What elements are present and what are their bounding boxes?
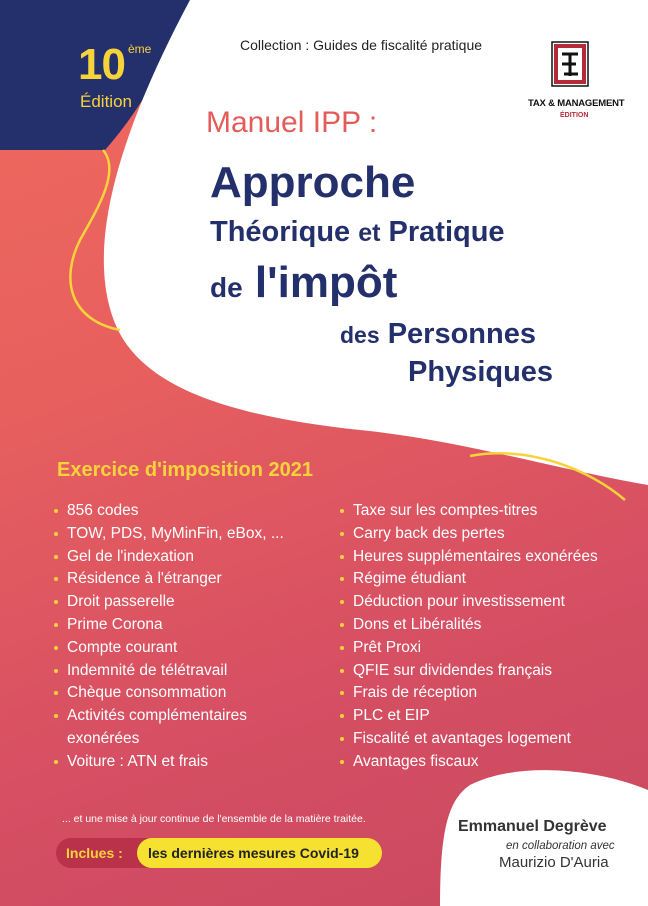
bullet-dot-icon bbox=[340, 760, 344, 764]
feature-item: Frais de réception bbox=[340, 682, 598, 705]
publisher-logo-icon bbox=[548, 40, 592, 92]
inclues-label: Inclues : bbox=[66, 845, 123, 861]
title-line-4a: des bbox=[340, 322, 380, 348]
feature-item: 856 codes bbox=[54, 500, 284, 523]
feature-item: Chèque consommation bbox=[54, 682, 284, 705]
bullet-dot-icon bbox=[340, 691, 344, 695]
edition-number: 10 bbox=[78, 40, 125, 89]
title-line-3 bbox=[210, 258, 397, 308]
title-line-2c: Pratique bbox=[388, 216, 505, 248]
bullet-dot-icon bbox=[340, 532, 344, 536]
feature-item: Gel de l'indexation bbox=[54, 546, 284, 569]
feature-item: Heures supplémentaires exonérées bbox=[340, 546, 598, 569]
bullet-dot-icon bbox=[340, 509, 344, 513]
bullet-dot-icon bbox=[340, 600, 344, 604]
feature-item: Déduction pour investissement bbox=[340, 591, 598, 614]
title-prefix: Manuel IPP : bbox=[206, 106, 378, 139]
edition-superscript: ème bbox=[128, 42, 152, 56]
feature-item: Droit passerelle bbox=[54, 591, 284, 614]
feature-item: Avantages fiscaux bbox=[340, 751, 598, 774]
feature-item: Activités complémentaires bbox=[54, 705, 284, 728]
feature-item: Carry back des pertes bbox=[340, 523, 598, 546]
bullet-dot-icon bbox=[340, 669, 344, 673]
bullet-dot-icon bbox=[54, 623, 58, 627]
bullet-dot-icon bbox=[54, 577, 58, 581]
bullet-dot-icon bbox=[340, 714, 344, 718]
bullet-dot-icon bbox=[54, 555, 58, 559]
title-line-2a: Théorique bbox=[210, 216, 351, 248]
bullet-dot-icon bbox=[54, 691, 58, 695]
edition-label: Édition bbox=[80, 92, 132, 111]
bullet-dot-icon bbox=[340, 623, 344, 627]
feature-item: Indemnité de télétravail bbox=[54, 660, 284, 683]
exercice-heading: Exercice d'imposition 2021 bbox=[57, 459, 313, 481]
bullet-dot-icon bbox=[340, 555, 344, 559]
feature-item-continuation: exonérées bbox=[67, 729, 140, 747]
title-line-3b: l'impôt bbox=[254, 258, 398, 307]
bullet-dot-icon bbox=[54, 714, 58, 718]
title-line-1: Approche bbox=[210, 158, 416, 207]
publisher-sub: ÉDITION bbox=[560, 112, 589, 119]
bullet-dot-icon bbox=[54, 600, 58, 604]
bullet-dot-icon bbox=[54, 509, 58, 513]
white-bottom-shape bbox=[440, 770, 648, 906]
feature-item: Dons et Libéralités bbox=[340, 614, 598, 637]
bullet-dot-icon bbox=[54, 760, 58, 764]
feature-item: TOW, PDS, MyMinFin, eBox, ... bbox=[54, 523, 284, 546]
feature-item: QFIE sur dividendes français bbox=[340, 660, 598, 683]
author-name: Emmanuel Degrève bbox=[458, 818, 607, 835]
title-line-4b: Personnes bbox=[387, 318, 536, 350]
coauthor-name: Maurizio D'Auria bbox=[499, 854, 609, 871]
bullet-dot-icon bbox=[340, 646, 344, 650]
inclues-text: les dernières mesures Covid-19 bbox=[148, 845, 359, 861]
feature-item: Taxe sur les comptes-titres bbox=[340, 500, 598, 523]
feature-item: PLC et EIP bbox=[340, 705, 598, 728]
feature-item: Compte courant bbox=[54, 637, 284, 660]
title-line-2b: et bbox=[358, 219, 381, 247]
feature-item: Prime Corona bbox=[54, 614, 284, 637]
features-list-right bbox=[340, 500, 598, 774]
bullet-dot-icon bbox=[54, 646, 58, 650]
bullet-dot-icon bbox=[340, 737, 344, 741]
features-list-left bbox=[54, 500, 284, 774]
feature-item: Résidence à l'étranger bbox=[54, 568, 284, 591]
bullet-dot-icon bbox=[340, 577, 344, 581]
feature-item: Prêt Proxi bbox=[340, 637, 598, 660]
title-line-5: Physiques bbox=[408, 356, 554, 388]
title-line-3a: de bbox=[210, 272, 243, 303]
title-line-2 bbox=[210, 216, 505, 249]
collection-label: Collection : Guides de fiscalité pratique bbox=[240, 37, 483, 53]
publisher-name: TAX & MANAGEMENT bbox=[528, 98, 625, 109]
bullet-dot-icon bbox=[54, 532, 58, 536]
feature-item: Fiscalité et avantages logement bbox=[340, 728, 598, 751]
title-line-4 bbox=[340, 318, 536, 351]
bullet-dot-icon bbox=[54, 669, 58, 673]
feature-item: Voiture : ATN et frais bbox=[54, 751, 284, 774]
collaboration-label: en collaboration avec bbox=[506, 840, 615, 852]
feature-item: Régime étudiant bbox=[340, 568, 598, 591]
footer-note: ... et une mise à jour continue de l'ensemble de la matière traitée. bbox=[62, 813, 366, 825]
